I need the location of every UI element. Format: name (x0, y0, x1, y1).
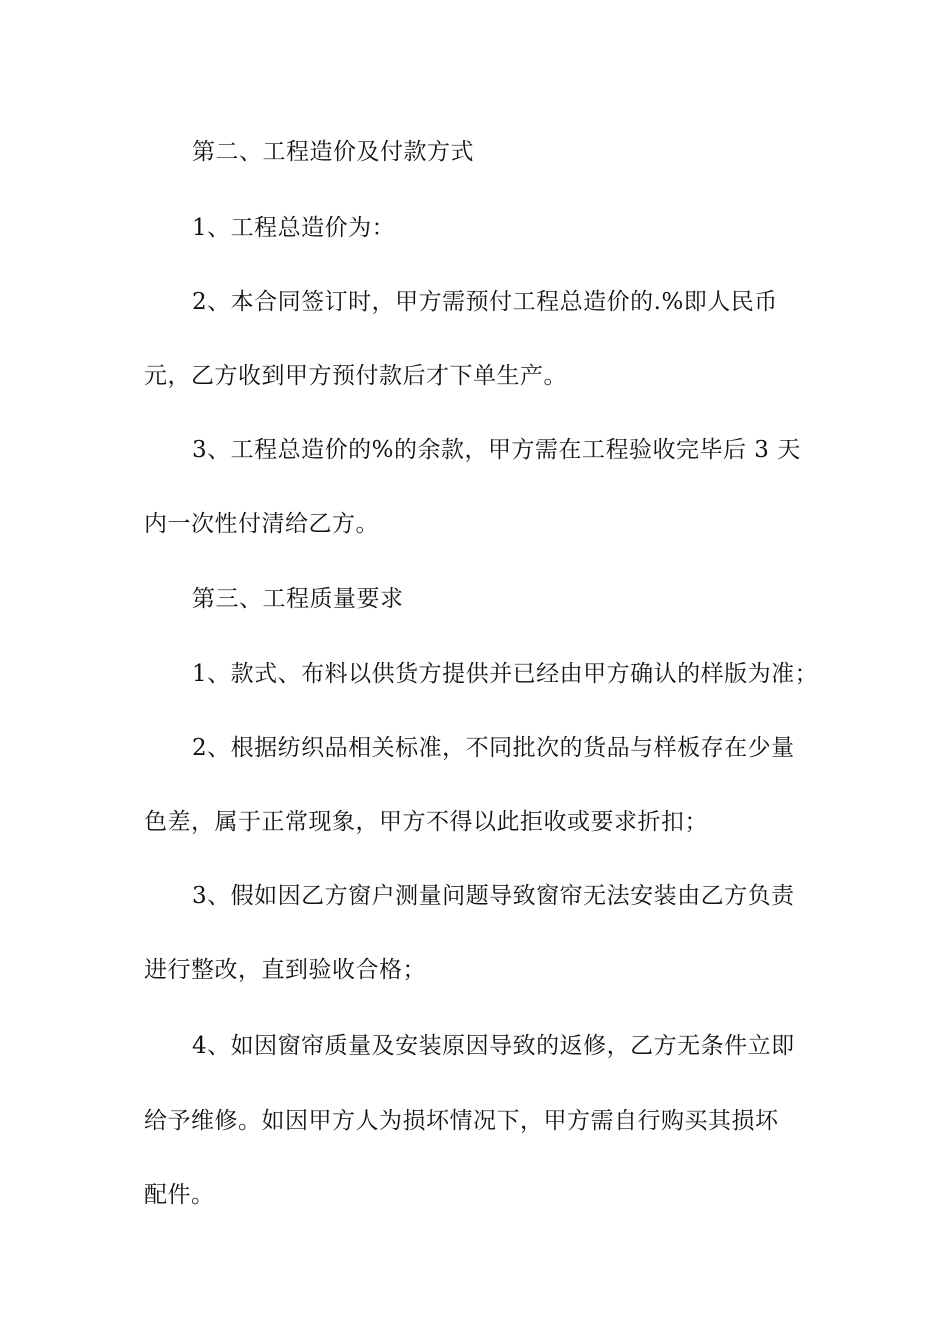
clause-style-fabric: 1、款式、布料以供货方提供并已经由甲方确认的样版为准； (192, 661, 819, 687)
clause-measurement-line1: 3、假如因乙方窗户测量问题导致窗帘无法安装由乙方负责 (192, 883, 795, 909)
clause-color-difference-line2: 色差，属于正常现象，甲方不得以此拒收或要求折扣； (144, 809, 708, 835)
clause-prepayment-line1: 2、本合同签订时，甲方需预付工程总造价的.%即人民币 (192, 289, 778, 315)
clause-measurement-line2: 进行整改，直到验收合格； (144, 957, 426, 983)
clause-repair-line3: 配件。 (144, 1182, 215, 1208)
clause-balance-line1: 3、工程总造价的%的余款，甲方需在工程验收完毕后 3 天 (192, 437, 801, 463)
clause-color-difference-line1: 2、根据纺织品相关标准，不同批次的货品与样板存在少量 (192, 735, 795, 761)
section-heading-payment: 第二、工程造价及付款方式 (192, 139, 474, 165)
clause-repair-line2: 给予维修。如因甲方人为损坏情况下，甲方需自行购买其损坏 (144, 1108, 779, 1134)
clause-prepayment-line2: 元，乙方收到甲方预付款后才下单生产。 (144, 363, 567, 389)
clause-repair-line1: 4、如因窗帘质量及安装原因导致的返修，乙方无条件立即 (192, 1033, 795, 1059)
clause-balance-line2: 内一次性付清给乙方。 (144, 511, 379, 537)
section-heading-quality: 第三、工程质量要求 (192, 586, 404, 612)
clause-total-cost: 1、工程总造价为： (192, 215, 396, 241)
